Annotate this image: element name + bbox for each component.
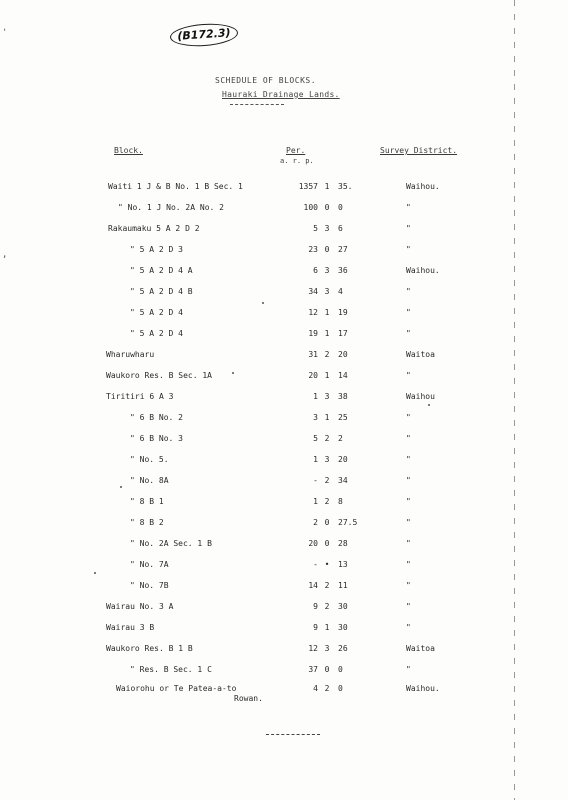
table-row xyxy=(0,243,568,257)
row-acres: 20 xyxy=(308,371,318,380)
row-district: " xyxy=(406,665,411,674)
row-roods: 1 xyxy=(324,413,330,422)
row-block: Wairau No. 3 A xyxy=(106,602,174,611)
row-acres: 23 xyxy=(308,245,318,254)
row-perches: 35. xyxy=(338,182,353,191)
row-acres: 1 xyxy=(313,455,318,464)
row-roods: 3 xyxy=(324,224,330,233)
row-roods: 2 xyxy=(324,581,330,590)
row-district: " xyxy=(406,476,411,485)
row-district: " xyxy=(406,539,411,548)
table-row xyxy=(0,495,568,509)
table-row xyxy=(0,453,568,467)
row-district: " xyxy=(406,602,411,611)
row-roods: 0 xyxy=(324,245,330,254)
row-acres: 3 xyxy=(313,413,318,422)
row-acres: 12 xyxy=(308,308,318,317)
table-row xyxy=(0,474,568,488)
row-acres: 4 xyxy=(313,684,318,693)
row-perches: 0 xyxy=(338,684,343,693)
row-perches: 4 xyxy=(338,287,343,296)
reference-mark: (B172.3) xyxy=(169,22,238,49)
row-acres: 31 xyxy=(308,350,318,359)
row-roods: 3 xyxy=(324,266,330,275)
row-acres: - xyxy=(313,560,318,569)
row-acres: 12 xyxy=(308,644,318,653)
row-perches: 36 xyxy=(338,266,348,275)
table-row xyxy=(0,516,568,530)
row-district: " xyxy=(406,371,411,380)
row-roods: 3 xyxy=(324,392,330,401)
row-district: Waihou xyxy=(406,392,435,401)
row-district: " xyxy=(406,308,411,317)
row-block: Waukoro Res. B Sec. 1A xyxy=(106,371,212,380)
scan-speck xyxy=(262,302,264,304)
table-row xyxy=(0,600,568,614)
row-perches: 26 xyxy=(338,644,348,653)
table-row xyxy=(0,222,568,236)
table-row xyxy=(0,348,568,362)
row-district: " xyxy=(406,560,411,569)
row-roods: 1 xyxy=(324,371,330,380)
row-roods: 2 xyxy=(324,497,330,506)
row-perches: 17 xyxy=(338,329,348,338)
row-roods: 1 xyxy=(324,308,330,317)
row-perches: 13 xyxy=(338,560,348,569)
row-acres: 1357 xyxy=(298,182,318,191)
row-perches: 20 xyxy=(338,455,348,464)
row-district: Waihou. xyxy=(406,182,440,191)
row-district: " xyxy=(406,413,411,422)
row-block: " 5 A 2 D 4 xyxy=(130,308,183,317)
row-district: " xyxy=(406,518,411,527)
row-block: " Res. B Sec. 1 C xyxy=(130,665,212,674)
row-roods: 1 xyxy=(324,623,330,632)
row-roods: 2 xyxy=(324,684,330,693)
column-header-per: Per. xyxy=(286,146,306,155)
row-block: " No. 7A xyxy=(130,560,169,569)
row-district: " xyxy=(406,203,411,212)
row-block: Waiorohu or Te Patea-a-to xyxy=(116,684,237,693)
column-header-block: Block. xyxy=(114,146,143,155)
row-roods: 0 xyxy=(324,518,330,527)
row-acres: 34 xyxy=(308,287,318,296)
table-row xyxy=(0,558,568,572)
row-block: Waukoro Res. B 1 B xyxy=(106,644,193,653)
row-perches: 8 xyxy=(338,497,343,506)
row-roods: 3 xyxy=(324,287,330,296)
row-acres: 1 xyxy=(313,392,318,401)
row-district: Waihou. xyxy=(406,684,440,693)
row-block: " 5 A 2 D 4 xyxy=(130,329,183,338)
column-header-survey-district: Survey District. xyxy=(380,146,458,155)
subtitle-rule xyxy=(230,104,284,105)
row-perches: 38 xyxy=(338,392,348,401)
document-subtitle: Hauraki Drainage Lands. xyxy=(222,90,340,99)
table-row xyxy=(0,663,568,677)
row-perches: 19 xyxy=(338,308,348,317)
row-district: " xyxy=(406,497,411,506)
row-roods: 0 xyxy=(324,203,330,212)
row-district: Waihou. xyxy=(406,266,440,275)
row-block: Rakaumaku 5 A 2 D 2 xyxy=(108,224,200,233)
row-perches: 2 xyxy=(338,434,343,443)
row-district: " xyxy=(406,581,411,590)
row-perches: 6 xyxy=(338,224,343,233)
row-district: " xyxy=(406,434,411,443)
row-block: " 5 A 2 D 4 A xyxy=(130,266,193,275)
row-acres: 100 xyxy=(303,203,318,212)
row-perches: 0 xyxy=(338,203,343,212)
row-roods: 2 xyxy=(324,350,330,359)
row-perches: 20 xyxy=(338,350,348,359)
row-block: " No. 2A Sec. 1 B xyxy=(130,539,212,548)
row-roods: • xyxy=(324,560,330,569)
table-row xyxy=(0,285,568,299)
row-roods: 2 xyxy=(324,476,330,485)
row-block: Wharuwharu xyxy=(106,350,155,359)
scan-speck xyxy=(428,404,430,406)
row-block: " No. 5. xyxy=(130,455,169,464)
row-district: " xyxy=(406,224,411,233)
row-roods: 3 xyxy=(324,455,330,464)
row-acres: - xyxy=(313,476,318,485)
row-acres: 37 xyxy=(308,665,318,674)
row-acres: 5 xyxy=(313,434,318,443)
row-district: " xyxy=(406,287,411,296)
table-row xyxy=(0,537,568,551)
table-row xyxy=(0,369,568,383)
row-block: " No. 7B xyxy=(130,581,169,590)
row-block: " 6 B No. 3 xyxy=(130,434,183,443)
row-acres: 1 xyxy=(313,497,318,506)
row-district: " xyxy=(406,245,411,254)
row-perches: 28 xyxy=(338,539,348,548)
row-perches: 30 xyxy=(338,602,348,611)
row-block: " 5 A 2 D 4 B xyxy=(130,287,193,296)
row-district: " xyxy=(406,329,411,338)
row-block: Waiti 1 J & B No. 1 B Sec. 1 xyxy=(108,182,243,191)
table-row xyxy=(0,306,568,320)
row-acres: 5 xyxy=(313,224,318,233)
row-roods: 2 xyxy=(324,434,330,443)
table-row xyxy=(0,264,568,278)
row-roods: 2 xyxy=(324,602,330,611)
row-perches: 30 xyxy=(338,623,348,632)
table-row xyxy=(0,327,568,341)
table-row xyxy=(0,432,568,446)
row-block: Wairau 3 B xyxy=(106,623,155,632)
row-district: Waitoa xyxy=(406,644,435,653)
row-block-continuation: Rowan. xyxy=(234,694,263,703)
row-perches: 0 xyxy=(338,665,343,674)
row-block: Tiritiri 6 A 3 xyxy=(106,392,174,401)
row-block: " 8 B 2 xyxy=(130,518,164,527)
row-roods: 0 xyxy=(324,539,330,548)
row-district: Waitoa xyxy=(406,350,435,359)
row-block: " 8 B 1 xyxy=(130,497,164,506)
row-acres: 14 xyxy=(308,581,318,590)
table-row xyxy=(0,201,568,215)
table-row xyxy=(0,621,568,635)
row-perches: 27 xyxy=(338,245,348,254)
row-roods: 0 xyxy=(324,665,330,674)
row-acres: 2 xyxy=(313,518,318,527)
row-perches: 14 xyxy=(338,371,348,380)
margin-mark: ' xyxy=(2,28,8,38)
scan-speck xyxy=(232,372,234,374)
row-acres: 20 xyxy=(308,539,318,548)
table-row xyxy=(0,411,568,425)
end-rule xyxy=(266,734,320,735)
row-roods: 1 xyxy=(324,329,330,338)
row-block: " 5 A 2 D 3 xyxy=(130,245,183,254)
table-row xyxy=(0,579,568,593)
row-district: " xyxy=(406,455,411,464)
document-title: SCHEDULE OF BLOCKS. xyxy=(215,76,317,85)
table-row-continuation xyxy=(0,692,568,706)
row-block: " No. 8A xyxy=(130,476,169,485)
row-acres: 9 xyxy=(313,623,318,632)
row-block: " No. 1 J No. 2A No. 2 xyxy=(118,203,224,212)
scan-speck xyxy=(120,486,122,488)
column-header-units: a. r. p. xyxy=(280,157,314,165)
row-acres: 9 xyxy=(313,602,318,611)
table-row xyxy=(0,390,568,404)
row-perches: 34 xyxy=(338,476,348,485)
row-acres: 6 xyxy=(313,266,318,275)
margin-mark: , xyxy=(2,250,8,260)
row-perches: 11 xyxy=(338,581,348,590)
row-block: " 6 B No. 2 xyxy=(130,413,183,422)
row-perches: 25 xyxy=(338,413,348,422)
row-roods: 3 xyxy=(324,644,330,653)
table-row xyxy=(0,180,568,194)
table-row xyxy=(0,642,568,656)
row-acres: 19 xyxy=(308,329,318,338)
row-perches: 27.5 xyxy=(338,518,358,527)
row-district: " xyxy=(406,623,411,632)
scan-speck xyxy=(94,572,96,574)
row-roods: 1 xyxy=(324,182,330,191)
